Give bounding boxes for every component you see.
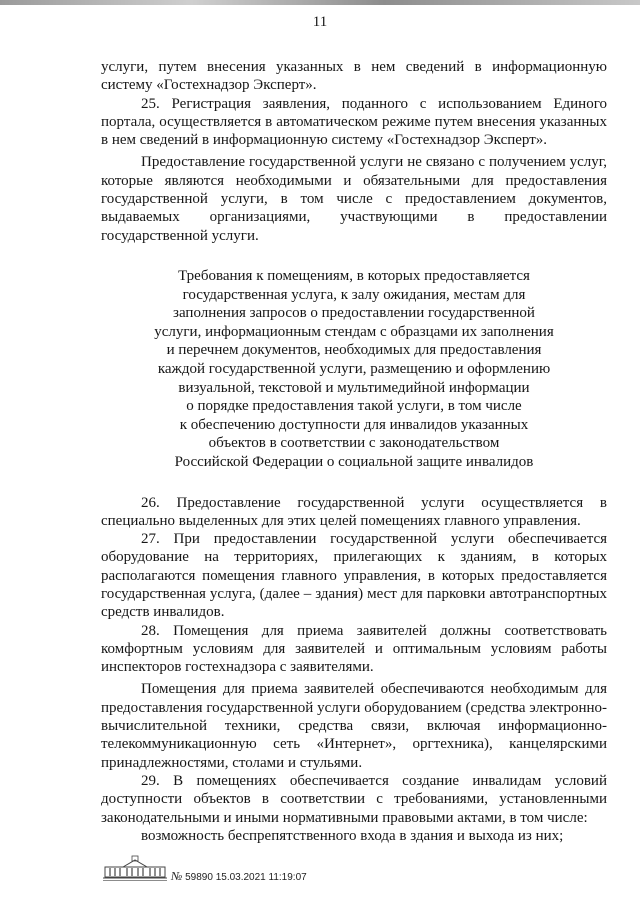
paragraph-29-item: возможность беспрепятственного входа в здания и выхода из них; xyxy=(141,827,564,844)
registration-text: 59890 15.03.2021 11:19:07 xyxy=(185,872,307,883)
heading-line: Российской Федерации о социальной защите инвалидов xyxy=(174,453,534,470)
paragraph-equipment: Помещения для приема заявителей обеспечиваются необходимым для предоставления государственной услуги оборудованием (средства электронно-вычислительной техники, средства связи, включая информационно-телекоммуникационную сеть «Интернет», оргтехника), канцелярскими принадлежностями, столами и стульями. xyxy=(101,681,607,771)
heading-line: заполнения запросов о предоставлении государственной xyxy=(173,305,535,322)
paragraph-27: 27. При предоставлении государственной услуги обеспечивается оборудование на территориях, прилегающих к зданиям, в которых располагаются помещения главного управления, в которых предоставляется государственная услуга, (далее – здания) мест для парковки автотранспортных средств инвалидов. xyxy=(101,531,607,621)
document-body xyxy=(101,58,607,845)
scan-top-edge xyxy=(0,0,640,5)
number-sign: № xyxy=(171,869,183,883)
paragraph-continuation: услуги, путем внесения указанных в нем сведений в информационную систему «Гостехнадзор Эксперт». xyxy=(101,59,607,94)
heading-line: о порядке предоставления такой услуги, в том числе xyxy=(186,398,522,415)
registration-footer xyxy=(101,854,401,882)
heading-line: государственная услуга, к залу ожидания, местам для xyxy=(182,286,526,303)
paragraph-28: 28. Помещения для приема заявителей должны соответствовать комфортным условиям для заявителей и оптимальным условиям работы инспекторов гостехнадзора с заявителями. xyxy=(101,622,607,676)
registration-stamp xyxy=(171,869,307,884)
building-logo-icon xyxy=(101,854,169,882)
paragraph-26: 26. Предоставление государственной услуги осуществляется в специально выделенных для этих целей помещениях главного управления. xyxy=(101,494,607,529)
section-heading xyxy=(101,267,607,472)
page-number: 11 xyxy=(312,14,328,30)
paragraph-25: 25. Регистрация заявления, поданного с использованием Единого портала, осуществляется в автоматическом режиме путем внесения указанных в нем сведений в информационную систему «Гостехнадзор Эксперт». xyxy=(101,95,607,149)
heading-line: визуальной, текстовой и мультимедийной информации xyxy=(178,379,530,396)
heading-line: услуги, информационным стендам с образцами их заполнения xyxy=(154,323,554,340)
heading-line: Требования к помещениям, в которых предоставляется xyxy=(178,267,530,284)
paragraph-29: 29. В помещениях обеспечивается создание инвалидам условий доступности объектов в соответствии с требованиями, установленными законодательными и иными нормативными правовыми актами, в том числе: xyxy=(101,772,607,826)
paragraph-no-required-services: Предоставление государственной услуги не связано с получением услуг, которые являются необходимыми и обязательными для предоставления государственной услуги, в том числе с предоставлением документов, выдаваемых организациями, участвующими в предоставлении государственной услуги. xyxy=(101,154,607,244)
heading-line: к обеспечению доступности для инвалидов указанных xyxy=(179,416,529,433)
heading-line: и перечнем документов, необходимых для предоставления xyxy=(166,342,542,359)
heading-line: объектов в соответствии с законодательством xyxy=(208,435,500,452)
heading-line: каждой государственной услуги, размещению и оформлению xyxy=(157,360,551,377)
